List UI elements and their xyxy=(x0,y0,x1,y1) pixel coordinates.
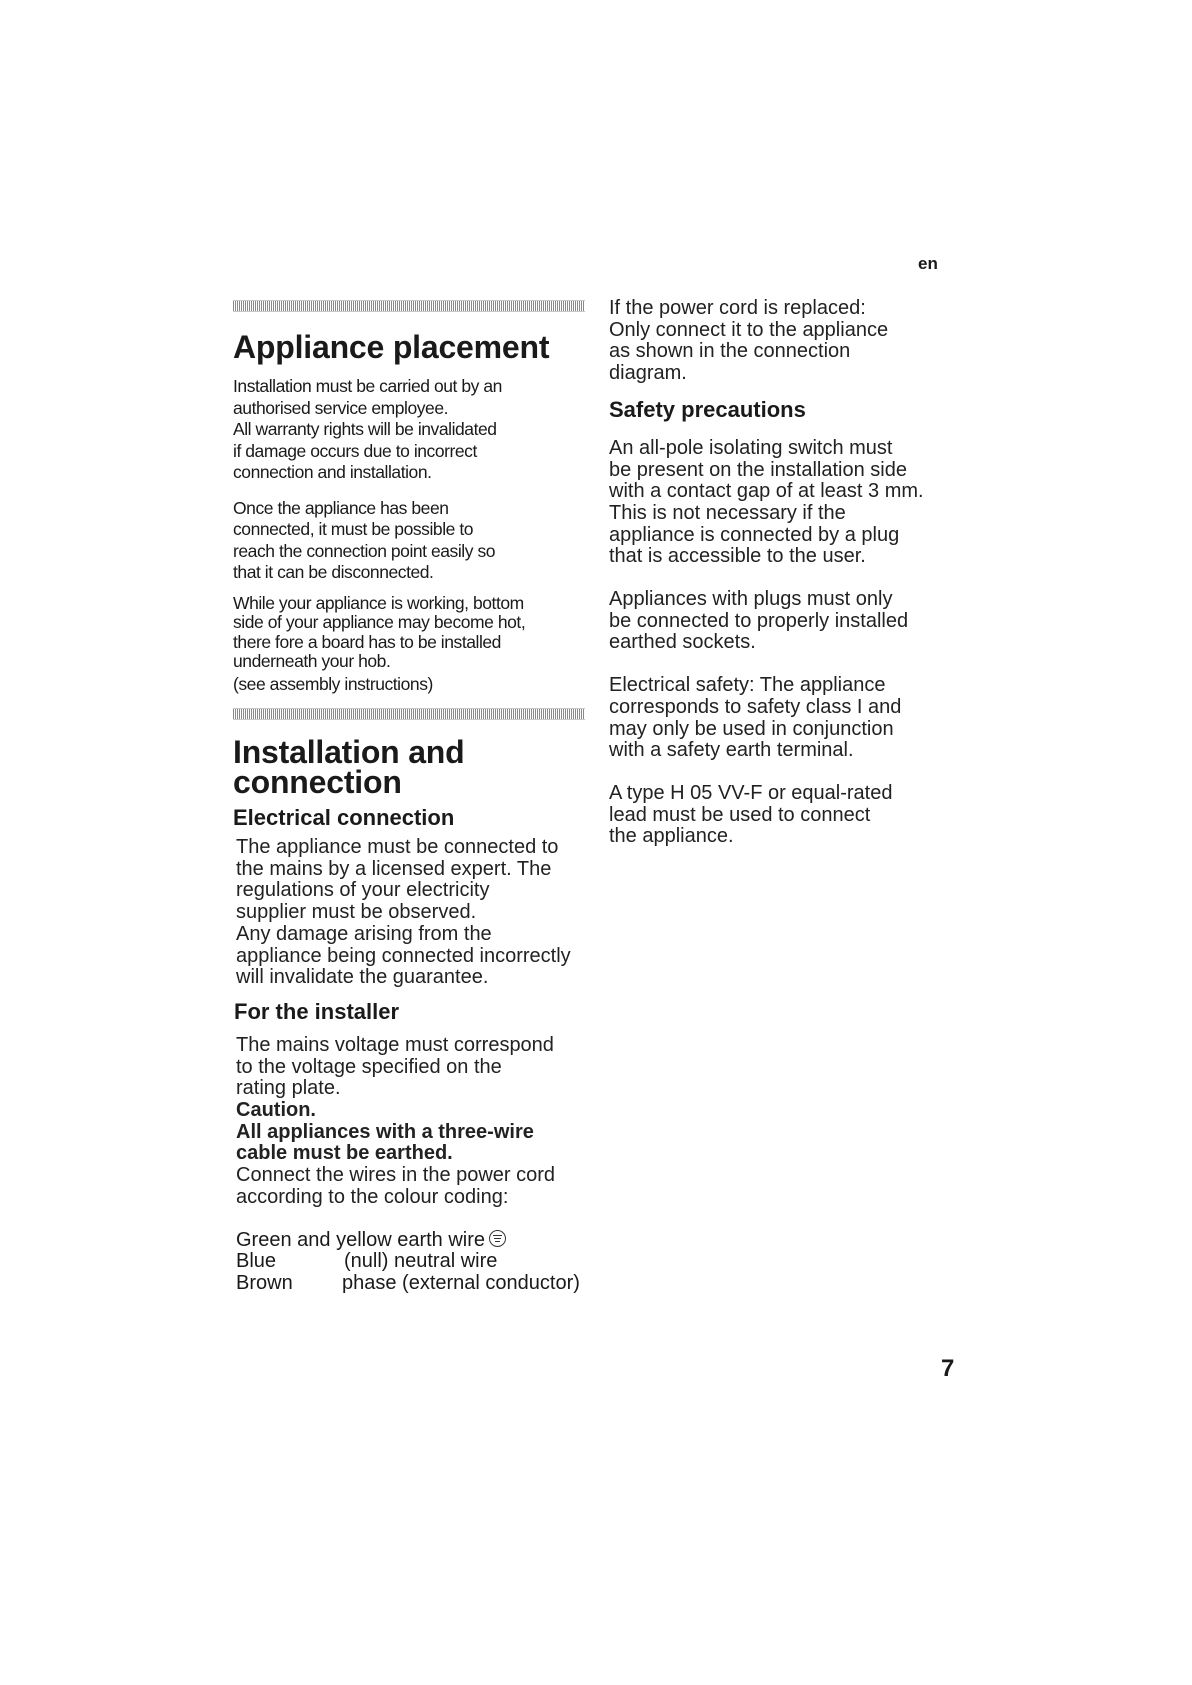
text-line: regulations of your electricity xyxy=(236,879,490,902)
text-line: the mains by a licensed expert. The xyxy=(236,857,552,880)
text-line: earthed sockets. xyxy=(609,631,756,654)
language-code: en xyxy=(918,254,938,273)
text-line: there fore a board has to be installed xyxy=(233,631,501,652)
earth-wire-label: Green and yellow earth wire xyxy=(236,1228,486,1251)
text-line: All warranty rights will be invalidated xyxy=(233,419,497,439)
text-line: reach the connection point easily so xyxy=(233,540,496,561)
placement-paragraph-3 xyxy=(233,594,603,695)
lead-type-paragraph xyxy=(609,783,969,848)
warning-line: All appliances with a three-wire xyxy=(236,1120,534,1143)
page-number: 7 xyxy=(941,1355,955,1382)
text-line: If the power cord is replaced: xyxy=(609,297,866,319)
text-line: authorised service employee. xyxy=(233,397,449,418)
wire-row-blue xyxy=(236,1251,603,1273)
text-line: The mains voltage must correspond xyxy=(236,1033,554,1056)
text-line: underneath your hob. xyxy=(233,651,391,671)
text-line: Connect the wires in the power cord xyxy=(236,1164,556,1187)
text-line: may only be used in conjunction xyxy=(609,717,894,740)
placement-paragraph-1 xyxy=(233,376,603,484)
text-line: rating plate. xyxy=(236,1077,341,1100)
wire-colour-brown: Brown xyxy=(236,1271,293,1294)
text-line: with a safety earth terminal. xyxy=(609,739,854,762)
installer-paragraph xyxy=(236,1035,603,1209)
right-column xyxy=(609,298,969,848)
text-line: connection and installation. xyxy=(233,462,432,482)
text-line: Appliances with plugs must only xyxy=(609,588,893,611)
electrical-safety-paragraph xyxy=(609,675,969,762)
text-line: side of your appliance may become hot, xyxy=(233,612,526,632)
text-line: Installation must be carried out by an xyxy=(233,376,502,396)
title-line: Installation and xyxy=(233,734,465,770)
warning-line: cable must be earthed. xyxy=(236,1142,453,1165)
isolating-switch-paragraph xyxy=(609,438,969,568)
text-line: Only connect it to the appliance xyxy=(609,318,889,341)
safety-precautions-heading: Safety precautions xyxy=(609,396,806,422)
placement-paragraph-2 xyxy=(233,498,603,584)
text-line: according to the colour coding: xyxy=(236,1185,509,1208)
title-line: connection xyxy=(233,764,402,800)
text-line: corresponds to safety class I and xyxy=(609,695,902,718)
wire-row-earth xyxy=(236,1230,603,1252)
power-cord-paragraph xyxy=(609,298,969,385)
text-line: with a contact gap of at least 3 mm. xyxy=(609,480,924,503)
text-line: that is accessible to the user. xyxy=(609,545,866,568)
text-line: diagram. xyxy=(609,362,687,385)
section-divider xyxy=(233,300,585,312)
for-installer-heading: For the installer xyxy=(234,998,400,1024)
text-line: This is not necessary if the xyxy=(609,501,846,524)
wire-description: (null) neutral wire xyxy=(344,1250,498,1273)
text-line: be connected to properly installed xyxy=(609,609,909,632)
text-line: as shown in the connection xyxy=(609,340,851,363)
text-line: A type H 05 VV-F or equal-rated xyxy=(609,781,893,804)
text-line: appliance is connected by a plug xyxy=(609,523,900,546)
wire-row-brown xyxy=(236,1273,603,1295)
text-line: Any damage arising from the xyxy=(236,922,492,945)
caution-label: Caution. xyxy=(236,1099,316,1122)
installation-title xyxy=(233,734,603,800)
text-line: connected, it must be possible to xyxy=(233,519,474,539)
text-line: Electrical safety: The appliance xyxy=(609,674,886,697)
left-column xyxy=(233,300,603,1295)
text-line: the appliance. xyxy=(609,825,734,848)
earth-ground-icon xyxy=(489,1230,506,1247)
electrical-connection-paragraph xyxy=(236,837,603,989)
wire-colour-table xyxy=(236,1230,603,1295)
plugs-paragraph xyxy=(609,589,969,654)
text-line: to the voltage specified on the xyxy=(236,1055,502,1078)
text-line: if damage occurs due to incorrect xyxy=(233,440,477,461)
text-line: The appliance must be connected to xyxy=(236,836,559,858)
text-line: will invalidate the guarantee. xyxy=(236,966,489,989)
electrical-connection-heading: Electrical connection xyxy=(233,805,455,830)
text-line: Once the appliance has been xyxy=(233,497,449,518)
text-line: that it can be disconnected. xyxy=(233,562,434,582)
text-line: be present on the installation side xyxy=(609,458,907,481)
text-line: While your appliance is working, bottom xyxy=(233,592,524,613)
text-line: appliance being connected incorrectly xyxy=(236,944,571,967)
text-line: supplier must be observed. xyxy=(236,901,477,924)
text-line: (see assembly instructions) xyxy=(233,673,433,694)
wire-colour-blue: Blue xyxy=(236,1250,277,1273)
section-divider xyxy=(233,708,585,720)
wire-description: phase (external conductor) xyxy=(342,1271,580,1294)
text-line: lead must be used to connect xyxy=(609,803,871,826)
appliance-placement-title: Appliance placement xyxy=(233,329,550,365)
text-line: An all-pole isolating switch must xyxy=(609,436,893,459)
